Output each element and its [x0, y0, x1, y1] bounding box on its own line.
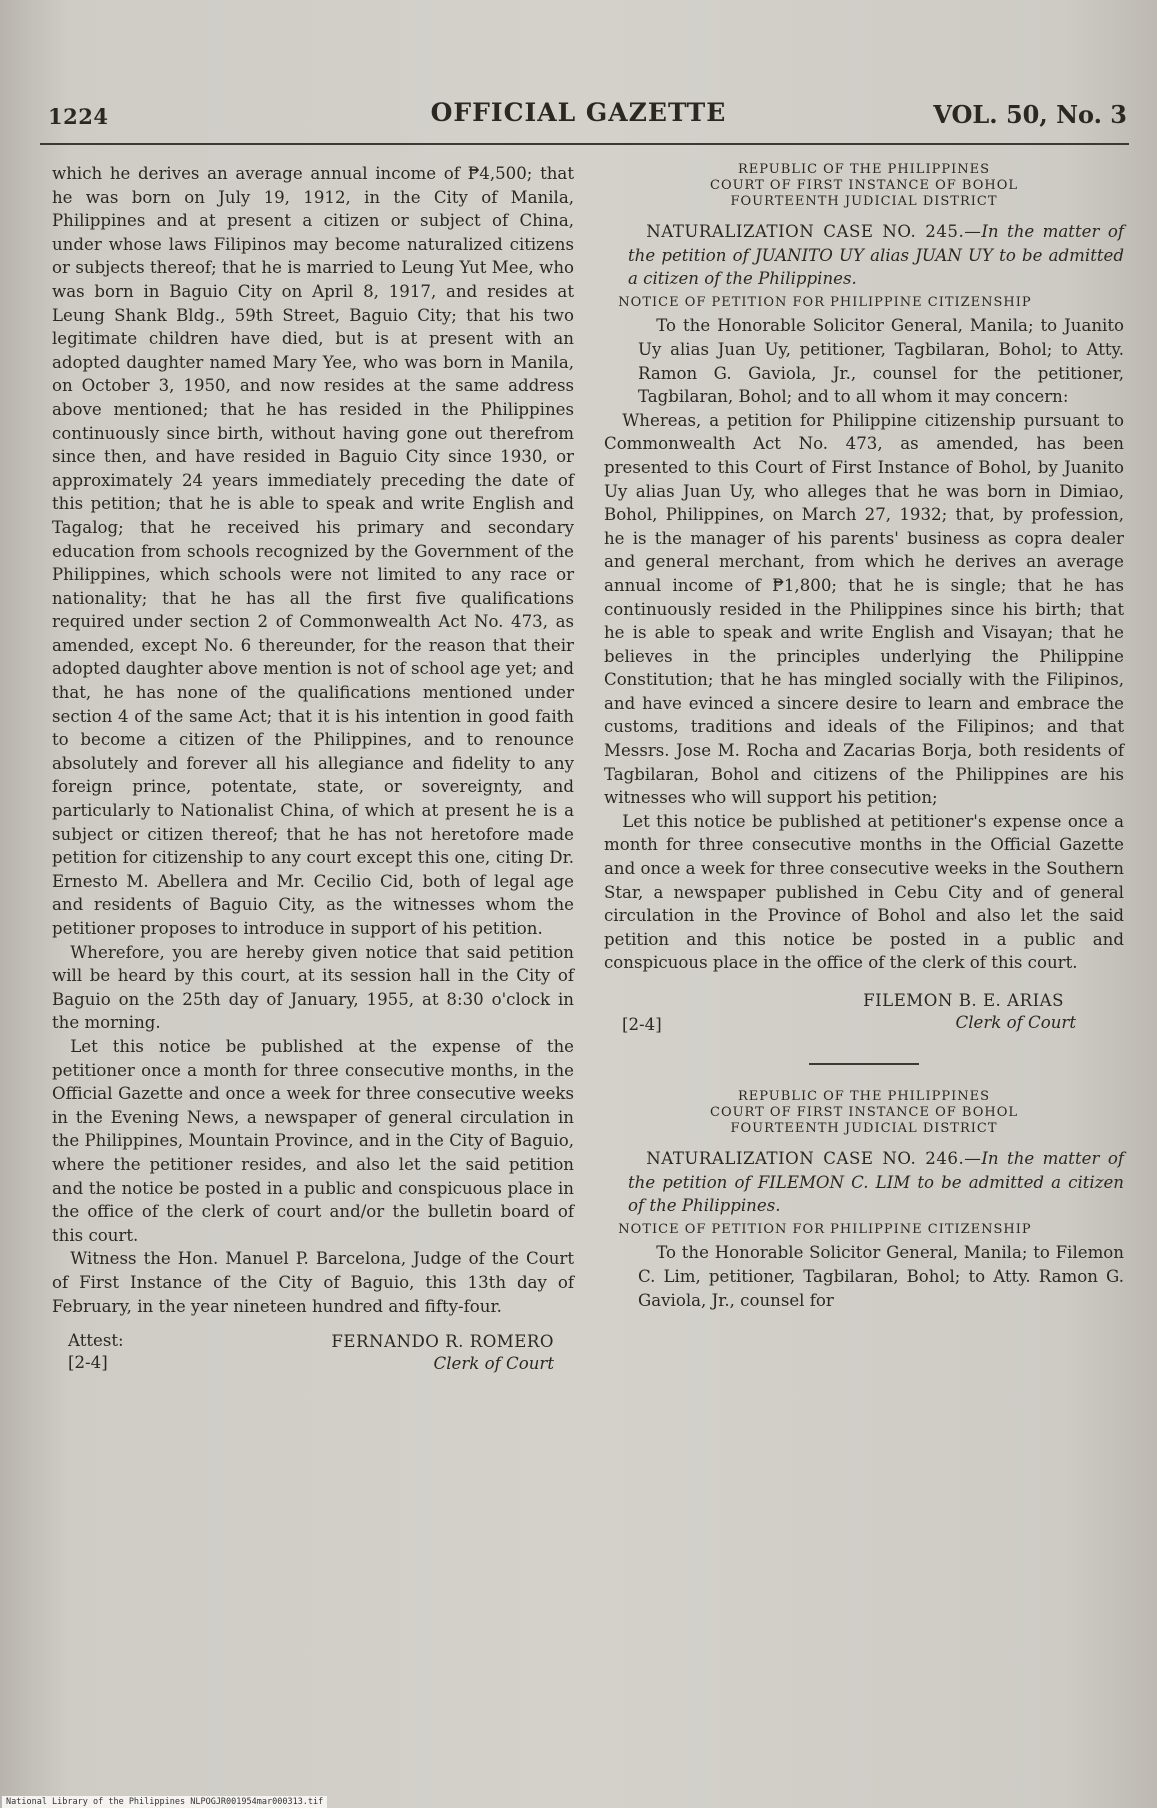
case-title [604, 1147, 1124, 1218]
signature-block [52, 1330, 574, 1376]
attest-label: Attest: [68, 1331, 124, 1351]
case-caption: In the matter of the petition of JUANITO UY alias JUAN UY to be admitted a citizen of the Philippines. [628, 222, 1124, 289]
court-line: COURT OF FIRST INSTANCE OF BOHOL [710, 1105, 1018, 1120]
court-line: COURT OF FIRST INSTANCE OF BOHOL [710, 178, 1018, 193]
clerk-name: FILEMON B. E. ARIAS [863, 991, 1064, 1010]
court-heading [604, 162, 1124, 210]
court-line: FOURTEENTH JUDICIAL DISTRICT [730, 1121, 998, 1136]
clerk-title: Clerk of Court [433, 1354, 554, 1374]
volume-issue: VOL. 50, No. 3 [933, 100, 1127, 129]
paragraph: Whereas, a petition for Philippine citizenship pursuant to Commonwealth Act No. 473, as amended, has been presented to this Court of First Instance of Bohol, by Juanito Uy alias Juan Uy, who alleges that he was born in Dimiao, Bohol, Philippines, on March 27, 1932; that, by profession, he is the manager of his parents' business as copra dealer and general merchant, from which he derives an average annual income of ₱1,800; that he is single; that he has continuously resided in the Philippines since his birth; that he is able to speak and write English and Visayan; that he believes in the principles underlying the Philippine Constitution; that he has mingled socially with the Filipinos, and have evinced a sincere desire to learn and embrace the customs, traditions and ideals of the Filipinos; and that Messrs. Jose M. Rocha and Zacarias Borja, both residents of Tagbilaran, Bohol and citizens of the Philippines are his witnesses who will support his petition; [604, 410, 1124, 808]
journal-title: OFFICIAL GAZETTE [430, 98, 727, 127]
header-rule [40, 143, 1129, 145]
case-label: NATURALIZATION CASE NO. 246.— [646, 1149, 982, 1168]
case-title [604, 220, 1124, 291]
attest-block [68, 1330, 124, 1374]
clerk-name: FERNANDO R. ROMERO [331, 1332, 554, 1352]
notice-address: To the Honorable Solicitor General, Manila; to Filemon C. Lim, petitioner, Tagbilaran, Bohol; to Atty. Ramon G. Gaviola, Jr., counsel for [638, 1243, 1124, 1310]
scan-footer: National Library of the Philippines NLPOGJR001954mar000313.tif [2, 1796, 327, 1808]
notice-heading: NOTICE OF PETITION FOR PHILIPPINE CITIZENSHIP [618, 1221, 1032, 1237]
paragraph: Wherefore, you are hereby given notice that said petition will be heard by this court, at its session hall in the City of Baguio on the 25th day of January, 1955, at 8:30 o'clock in the morning. [52, 942, 574, 1033]
issue-tag: [2-4] [68, 1353, 108, 1373]
notice-address: To the Honorable Solicitor General, Manila; to Juanito Uy alias Juan Uy, petitioner, Tagbilaran, Bohol; to Atty. Ramon G. Gaviola, Jr., counsel for the petitioner, Tagbilaran, Bohol; and to all whom it may concern: [638, 316, 1124, 407]
court-line: REPUBLIC OF THE PHILIPPINES [738, 162, 990, 177]
paragraph: Let this notice be published at the expense of the petitioner once a month for three consecutive months, in the Official Gazette and once a week for three consecutive weeks in the Evening News, a newspaper of general circulation in the Philippines, Mountain Province, and in the City of Baguio, where the petitioner resides, and also let the said petition and the notice be posted in a public and conspicuous place in the office of the clerk of court and/or the bulletin board of this court. [52, 1036, 574, 1245]
court-line: REPUBLIC OF THE PHILIPPINES [738, 1089, 990, 1104]
section-divider [809, 1063, 919, 1065]
left-column [52, 162, 574, 1376]
paragraph: which he derives an average annual income of ₱4,500; that he was born on July 19, 1912, in the City of Manila, Philippines and at present a citizen or subject of China, under whose laws Filipinos may become naturalized citizens or subjects thereof; that he is married to Leung Yut Mee, who was born in Baguio City on April 8, 1917, and resides at Leung Shank Bldg., 59th Street, Baguio City; that his two legitimate children have died, but is at present with an adopted daughter named Mary Yee, who was born in Manila, on October 3, 1950, and now resides at the same address above mentioned; that he has resided in the Philippines continuously since birth, without having gone out therefrom since then, and have resided in Baguio City since 1930, or approximately 24 years immediately preceding the date of this petition; that he is able to speak and write English and Tagalog; that he received his primary and secondary education from schools recognized by the Government of the Philippines, which schools were not limited to any race or nationality; that he has all the first five qualifications required under section 2 of Commonwealth Act No. 473, as amended, except No. 6 thereunder, for the reason that their adopted daughter above mention is not of school age yet; and that, he has none of the qualifications mentioned under section 4 of the same Act; that it is his intention in good faith to become a citizen of the Philippines, and to renounce absolutely and forever all his allegiance and fidelity to any foreign prince, potentate, state, or sovereignty, and particularly to Nationalist China, of which at present he is a subject or citizen thereof; that he has not heretofore made petition for citizenship to any court except this one, citing Dr. Ernesto M. Abellera and Mr. Cecilio Cid, both of legal age and residents of Baguio City, as the witnesses whom the petitioner proposes to introduce in support of his petition. [52, 164, 574, 938]
issue-tag: [2-4] [622, 1015, 662, 1034]
notice-heading: NOTICE OF PETITION FOR PHILIPPINE CITIZENSHIP [618, 294, 1032, 310]
court-line: FOURTEENTH JUDICIAL DISTRICT [730, 194, 998, 209]
clerk-title: Clerk of Court [955, 1013, 1076, 1032]
case-label: NATURALIZATION CASE NO. 245.— [646, 222, 982, 241]
signature-block [604, 989, 1124, 1045]
court-heading [604, 1089, 1124, 1137]
right-column [604, 162, 1124, 1312]
page-number: 1224 [48, 104, 109, 129]
paragraph: Witness the Hon. Manuel P. Barcelona, Judge of the Court of First Instance of the City of Baguio, this 13th day of February, in the year nineteen hundred and fifty-four. [52, 1249, 574, 1316]
case-caption: In the matter of the petition of FILEMON C. LIM to be admitted a citizen of the Philippines. [628, 1149, 1124, 1216]
running-head [0, 94, 1157, 134]
paragraph: Let this notice be published at petitioner's expense once a month for three consecutive months in the Official Gazette and once a week for three consecutive weeks in the Southern Star, a newspaper published in Cebu City and of general circulation in the Province of Bohol and also let the said petition and this notice be posted in a public and conspicuous place in the office of the clerk of this court. [604, 811, 1124, 973]
